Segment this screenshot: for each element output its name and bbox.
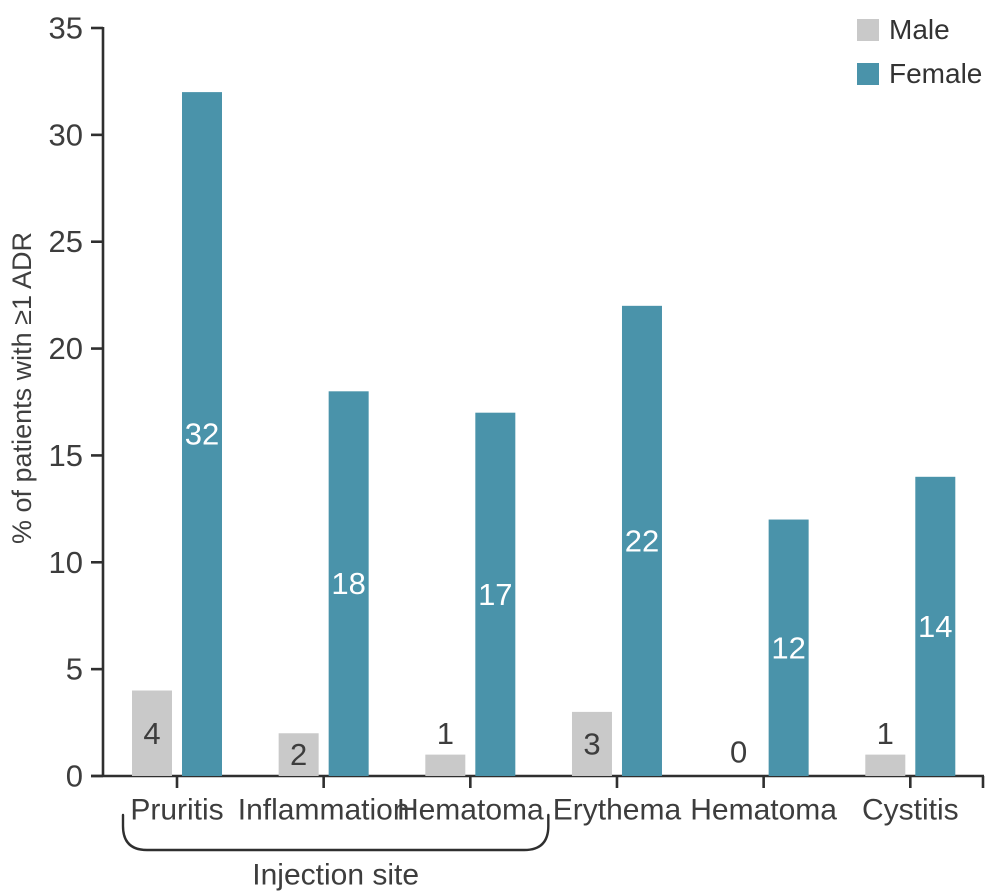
legend-label-female: Female (889, 58, 983, 89)
female-swatch-icon (857, 63, 879, 85)
x-category-label: Hematoma (396, 793, 544, 827)
x-category-label: Pruritis (130, 793, 224, 827)
bar-value-label: 14 (918, 608, 953, 644)
bar-value-label: 12 (771, 630, 806, 666)
bar-value-label: 18 (331, 566, 366, 602)
x-category-label: Erythema (552, 793, 682, 827)
y-tick-label: 5 (65, 651, 83, 687)
x-category-label: Hematoma (690, 793, 837, 827)
x-category-label: Cystitis (861, 793, 959, 827)
bar-value-label: 0 (730, 734, 748, 770)
legend-item-male (857, 16, 982, 44)
group-annotation-label: Injection site (252, 858, 420, 892)
y-tick-label: 10 (48, 544, 83, 580)
bar-value-label: 2 (290, 737, 308, 773)
bar-value-label: 1 (876, 716, 894, 752)
y-tick-label: 25 (48, 224, 83, 260)
bar-value-label: 1 (436, 716, 454, 752)
y-tick-label: 15 (48, 437, 83, 473)
bar-value-label: 32 (184, 416, 220, 452)
legend-item-female (857, 60, 982, 88)
bar-male-hematoma (425, 755, 465, 776)
y-axis-title: % of patients with ≥1 ADR (7, 232, 37, 544)
bar-value-label: 3 (583, 726, 601, 762)
legend (857, 16, 982, 88)
x-category-label: Inflammation (237, 793, 410, 827)
bar-value-label: 4 (143, 715, 161, 751)
legend-label-male: Male (889, 14, 950, 45)
y-tick-label: 20 (48, 331, 83, 367)
bar-male-cystitis (865, 755, 905, 776)
y-tick-label: 0 (65, 758, 83, 794)
bar-value-label: 17 (478, 576, 513, 612)
bar-value-label: 22 (624, 523, 660, 559)
male-swatch-icon (857, 19, 879, 41)
y-tick-label: 35 (48, 10, 83, 46)
y-tick-label: 30 (48, 117, 83, 153)
